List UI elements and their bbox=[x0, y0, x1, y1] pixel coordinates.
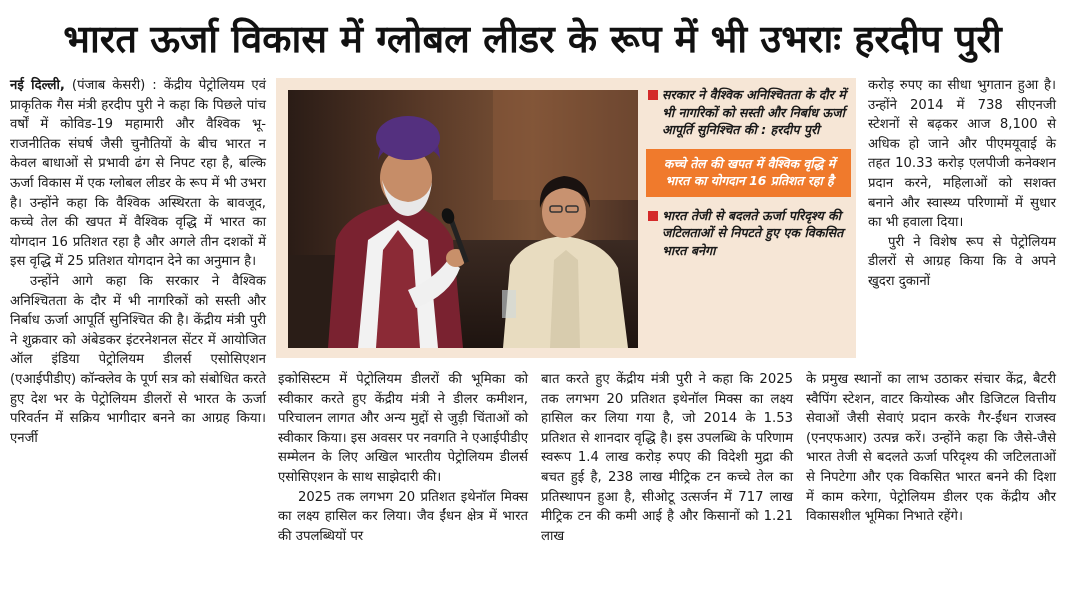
callout-text: सरकार ने वैश्विक अनिश्चितता के दौर में भी नागरिकों को सस्ती और निर्बाध ऊर्जा आपूर्ति सुनिश्चित की : हरदीप पुरी bbox=[662, 87, 846, 137]
headline: भारत ऊर्जा विकास में ग्लोबल लीडर के रूप में भी उभराः हरदीप पुरी bbox=[63, 17, 1002, 61]
article-column-3 bbox=[541, 370, 793, 596]
article-paragraph bbox=[10, 76, 266, 272]
article-paragraph: इकोसिस्टम में पेट्रोलियम डीलरों की भूमिका को स्वीकार करते हुए केंद्रीय मंत्री ने डीलर कमीशन, परिचालन लागत और अन्य मुद्दों से जुड़ी चिंताओं को स्वीकार किया। इस अवसर पर नवगति ने एआईपीडीए सम्मेलन के लिए अखिल भारतीय पेट्रोलियम डीलर्स एसोसिएशन के साथ साझेदारी की। bbox=[278, 372, 528, 485]
article-column-4 bbox=[806, 370, 1056, 596]
callout-text: भारत तेजी से बदलते ऊर्जा परिदृश्य की जटिलताओं से निपटते हुए एक विकसित भारत बनेगा bbox=[662, 207, 844, 258]
article-paragraph: के प्रमुख स्थानों का लाभ उठाकर संचार केंद्र, बैटरी स्वैपिंग स्टेशन, वाटर कियोस्क और डिजिटल वित्तीय सेवाओं जैसी सेवाएं प्रदान करके गैर-ईंधन राजस्व (एनएफआर) उत्पन्न करें। उन्होंने कहा कि जैसे-जैसे भारत तेजी से बदलते ऊर्जा परिदृश्य की जटिलताओं से निपटेगा और एक विकसित भारत बनने की दिशा में काम करेगा, पेट्रोलियम डीलर एक केंद्रीय और विकासशील भूमिका निभाते रहेंगे। bbox=[806, 372, 1056, 525]
article-paragraph: पुरी ने विशेष रूप से पेट्रोलियम डीलरों से आग्रह किया कि वे अपने खुदरा दुकानों bbox=[868, 234, 1056, 289]
article-column-1 bbox=[10, 76, 266, 596]
article-column-2 bbox=[278, 370, 528, 596]
photo-panel bbox=[276, 78, 856, 358]
article-paragraph: 2025 तक लगभग 20 प्रतिशत इथेनॉल मिक्स का लक्ष्य हासिल कर लिया। जैव ईंधन क्षेत्र में भारत की उपलब्धियों पर bbox=[278, 489, 528, 544]
article-paragraph: बात करते हुए केंद्रीय मंत्री पुरी ने कहा कि 2025 तक लगभग 20 प्रतिशत इथेनॉल मिक्स का लक्ष्य हासिल कर लिया गया है, जो 2014 के 1.53 प्रतिशत से शानदार वृद्धि है। इस उपलब्धि के परिणाम स्वरूप 1.4 लाख करोड़ रुपए की विदेशी मुद्रा की बचत हुई है, 238 लाख मीट्रिक टन कच्चे तेल का प्रतिस्थापन हुआ है, सीओटू उत्सर्जन में 717 लाख मीट्रिक टन की कमी आई है और किसानों को 1.21 लाख bbox=[541, 372, 793, 544]
callout-item bbox=[646, 86, 851, 139]
photo-illustration bbox=[288, 90, 638, 348]
article-paragraph: करोड़ रुपए का सीधा भुगतान हुआ है। उन्होंने 2014 में 738 सीएनजी स्टेशनों से बढ़कर आज 8,100 से अधिक हो जाने और पीएमयूवाई के तहत 10.33 करोड़ एलपीजी कनेक्शन प्रदान करने, महिलाओं को सशक्त बनाने और स्वास्थ्य परिणामों में सुधार का भी हवाला दिया। bbox=[868, 78, 1056, 231]
red-square-bullet-icon bbox=[648, 211, 658, 221]
red-square-bullet-icon bbox=[648, 90, 658, 100]
callout-list bbox=[646, 86, 851, 259]
source-credit: (पंजाब केसरी) : bbox=[71, 78, 157, 93]
article-column-5 bbox=[868, 76, 1056, 366]
paragraph-text: केंद्रीय पेट्रोलियम एवं प्राकृतिक गैस मंत्री हरदीप पुरी ने कहा कि पिछले पांच वर्षों में कोविड-19 महामारी और वैश्विक भू-राजनीतिक संघर्ष जैसी चुनौतियों के बीच भारत न केवल बाधाओं से प्रभावी ढंग से निपट रहा है, बल्कि ऊर्जा विकास में एक ग्लोबल लीडर के रूप में भी उभरा है। उन्होंने कहा कि वैश्विक अस्थिरता के बावजूद, कच्चे तेल की खपत में वैश्विक वृद्धि में भारत का योगदान 16 प्रतिशत रहा है और अगले तीन दशकों में इस वृद्धि में 25 प्रतिशत योगदान देने का अनुमान है। bbox=[10, 78, 266, 270]
event-photo bbox=[288, 90, 638, 348]
article-paragraph: उन्होंने आगे कहा कि सरकार ने वैश्विक अनिश्चितता के दौर में भी नागरिकों को सस्ती और निर्बाध ऊर्जा आपूर्ति सुनिश्चित की है। केंद्रीय मंत्री पुरी ने शुक्रवार को अंबेडकर इंटरनेशनल सेंटर में आयोजित ऑल इंडिया पेट्रोलियम डीलर्स एसोसिएशन (एआईपीडीए) कॉन्क्लेव के पूर्ण सत्र को संबोधित करते हुए देश भर के पेट्रोलियम डीलरों से भारत के ऊर्जा परिवर्तन में सक्रिय भागीदार बनने का आग्रह किया। एनर्जी bbox=[10, 273, 266, 446]
dateline: नई दिल्ली, bbox=[10, 78, 65, 93]
callout-highlight: कच्चे तेल की खपत में वैश्विक वृद्धि में भारत का योगदान 16 प्रतिशत रहा है bbox=[646, 149, 851, 197]
callout-item bbox=[646, 207, 851, 260]
